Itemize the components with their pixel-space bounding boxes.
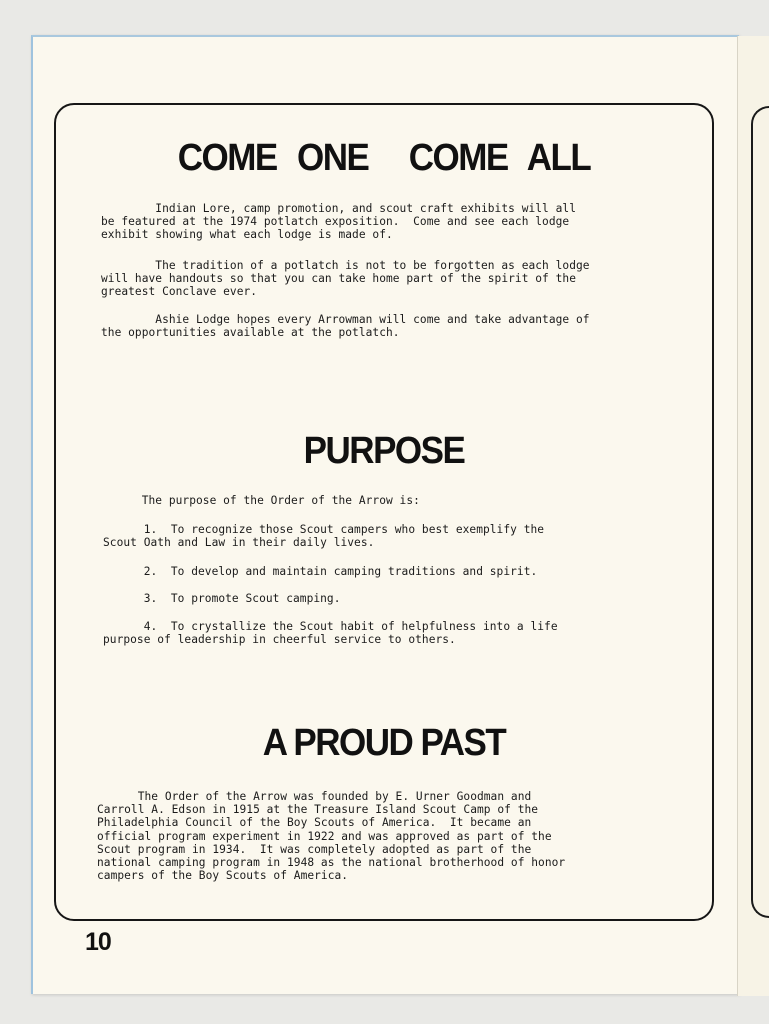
page-number: 10 (85, 928, 111, 956)
purpose-intro: The purpose of the Order of the Arrow is: (101, 494, 420, 507)
facing-page-edge (737, 36, 769, 996)
heading-come-one-come-all: COME ONE COME ALL (177, 136, 591, 179)
purpose-item-2: 2. To develop and maintain camping traditions and spirit. (103, 565, 538, 578)
heading-purpose: PURPOSE (303, 429, 465, 472)
purpose-item-1: 1. To recognize those Scout campers who best exemplify the Scout Oath and Law in their daily lives. (103, 523, 545, 550)
purpose-item-3: 3. To promote Scout camping. (103, 592, 341, 605)
come-paragraph-1: Indian Lore, camp promotion, and scout craft exhibits will all be featured at the 1974 potlatch exposition. Come and see each lodge exhibit showing what each lodge is made of. (101, 202, 576, 242)
purpose-item-4: 4. To crystallize the Scout habit of helpfulness into a life purpose of leadership in cheerful service to others. (103, 620, 558, 647)
facing-page-frame (751, 106, 769, 918)
come-paragraph-3: Ashie Lodge hopes every Arrowman will come and take advantage of the opportunities available at the potlatch. (101, 313, 590, 340)
proud-past-paragraph: The Order of the Arrow was founded by E. Urner Goodman and Carroll A. Edson in 1915 at the Treasure Island Scout Camp of the Philadelphia Council of the Boy Scouts of America. It became an official program experiment in 1922 and was approved as part of the Scout program in 1934. It was completely adopted as part of the national camping program in 1948 as the national brotherhood of honor campers of the Boy Scouts of America. (97, 790, 566, 883)
come-paragraph-2: The tradition of a potlatch is not to be forgotten as each lodge will have handouts so that you can take home part of the spirit of the greatest Conclave ever. (101, 259, 590, 299)
heading-a-proud-past: A PROUD PAST (262, 721, 506, 764)
